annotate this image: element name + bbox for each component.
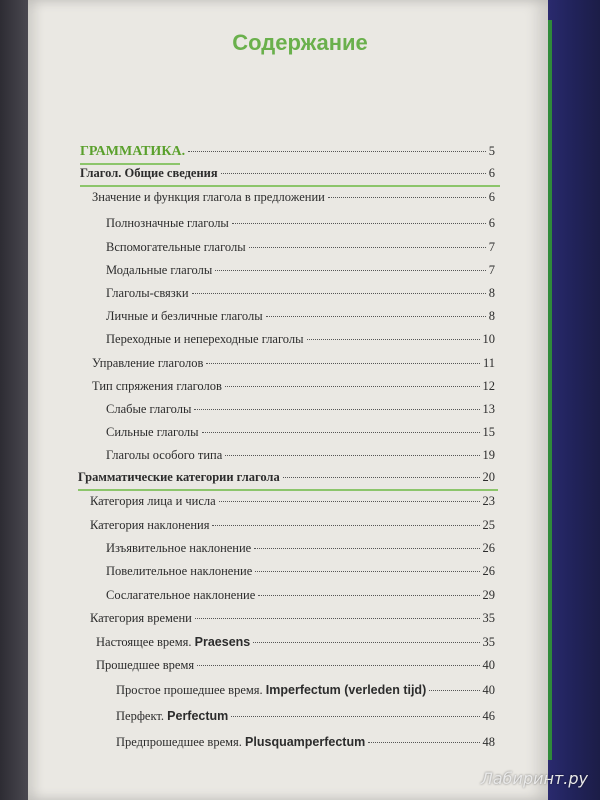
toc-entry: Категория наклонения 25 [90,518,495,532]
verb-general-underline [80,185,500,187]
toc-entry: Прошедшее время 40 [96,658,495,672]
toc-entry-verb-general: Глагол. Общие сведения 6 [80,166,495,180]
grammar-underline [80,163,180,165]
toc-entry: Повелительное наклонение 26 [106,564,495,578]
toc-entry: Категория лица и числа 23 [90,494,495,508]
toc-entry: Вспомогательные глаголы 7 [106,240,495,254]
toc-entry: Глаголы-связки 8 [106,286,495,300]
toc-entry: Переходные и непереходные глаголы 10 [106,332,495,346]
page-title: Содержание [232,30,368,55]
toc-entry: Настоящее время. Praesens 35 [96,635,495,649]
toc-entry-verb-categories: Грамматические категории глагола 20 [78,470,495,484]
toc-entry: Модальные глаголы 7 [106,263,495,277]
toc-entry: Глаголы особого типа 19 [106,448,495,462]
toc-entry: Предпрошедшее время. Plusquamperfectum 48 [116,735,495,749]
toc-entry: Тип спряжения глаголов 12 [92,379,495,393]
toc-entry: Категория времени 35 [90,611,495,625]
toc-entry: Управление глаголов 11 [92,356,495,370]
toc-entry: Значение и функция глагола в предложении 6 [92,190,495,204]
toc-entry: Изъявительное наклонение 26 [106,541,495,555]
toc-entry: Личные и безличные глаголы 8 [106,309,495,323]
toc-entry-grammar: ГРАММАТИКА. 5 [80,144,495,159]
watermark-logo: Лабиринт.ру [480,769,588,788]
toc-entry: Сильные глаголы 15 [106,425,495,439]
toc-entry: Перфект. Perfectum 46 [116,709,495,723]
verb-categories-underline [78,489,498,491]
toc-entry: Слабые глаголы 13 [106,402,495,416]
toc-entry: Простое прошедшее время. Imperfectum (verleden tijd) 40 [116,683,495,697]
toc-entry: Сослагательное наклонение 29 [106,588,495,602]
toc-entry: Полнозначные глаголы 6 [106,216,495,230]
